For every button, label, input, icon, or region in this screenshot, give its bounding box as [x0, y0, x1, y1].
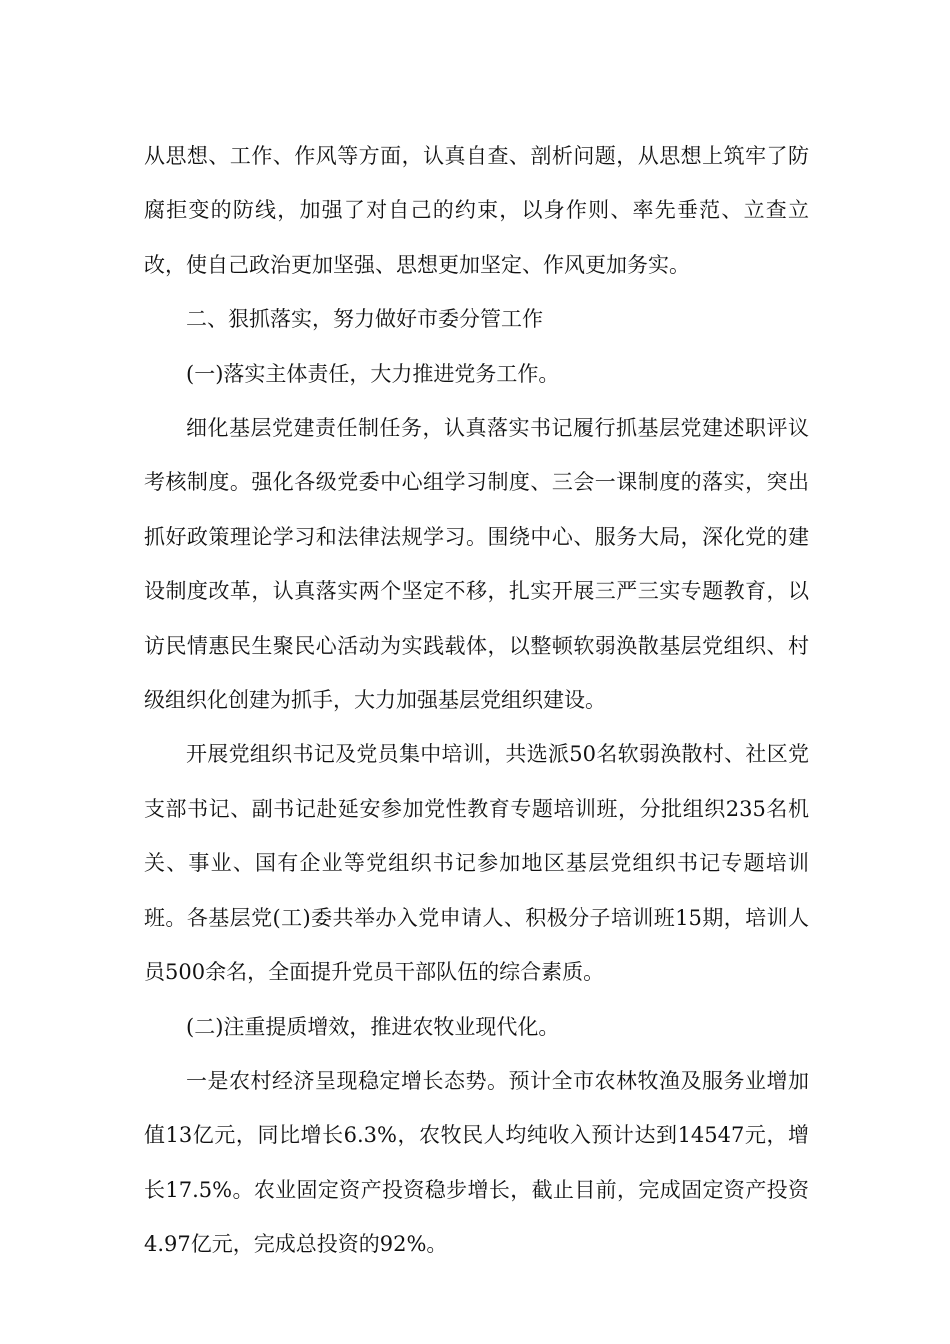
document-body — [144, 129, 809, 1272]
paragraph-continued-self-review: 从思想、工作、作风等方面，认真自查、剖析问题，从思想上筑牢了防腐拒变的防线，加强了对自己的约束，以身作则、率先垂范、立查立改，使自己政治更加坚强、思想更加坚定、作风更加务实。 — [144, 144, 809, 277]
paragraph-rural-economy: 一是农村经济呈现稳定增长态势。预计全市农林牧渔及服务业增加值13亿元，同比增长6.3%，农牧民人均纯收入预计达到14547元，增长17.5%。农业固定资产投资稳步增长，截止目前，完成固定资产投资4.97亿元，完成总投资的92%。 — [144, 1068, 809, 1257]
subsection-heading-one: (一)落实主体责任，大力推进党务工作。 — [186, 361, 560, 386]
section-heading-two: 二、狠抓落实，努力做好市委分管工作 — [186, 307, 543, 332]
paragraph-party-building: 细化基层党建责任制任务，认真落实书记履行抓基层党建述职评议考核制度。强化各级党委中心组学习制度、三会一课制度的落实，突出抓好政策理论学习和法律法规学习。围绕中心、服务大局，深化党的建设制度改革，认真落实两个坚定不移，扎实开展三严三实专题教育，以访民情惠民生聚民心活动为实践载体，以整顿软弱涣散基层党组织、村级组织化创建为抓手，大力加强基层党组织建设。 — [144, 416, 809, 713]
subsection-heading-two: (二)注重提质增效，推进农牧业现代化。 — [186, 1014, 560, 1039]
paragraph-training: 开展党组织书记及党员集中培训，共选派50名软弱涣散村、社区党支部书记、副书记赴延安参加党性教育专题培训班，分批组织235名机关、事业、国有企业等党组织书记参加地区基层党组织书记专题培训班。各基层党(工)委共举办入党申请人、积极分子培训班15期，培训人员500余名，全面提升党员干部队伍的综合素质。 — [144, 742, 809, 985]
